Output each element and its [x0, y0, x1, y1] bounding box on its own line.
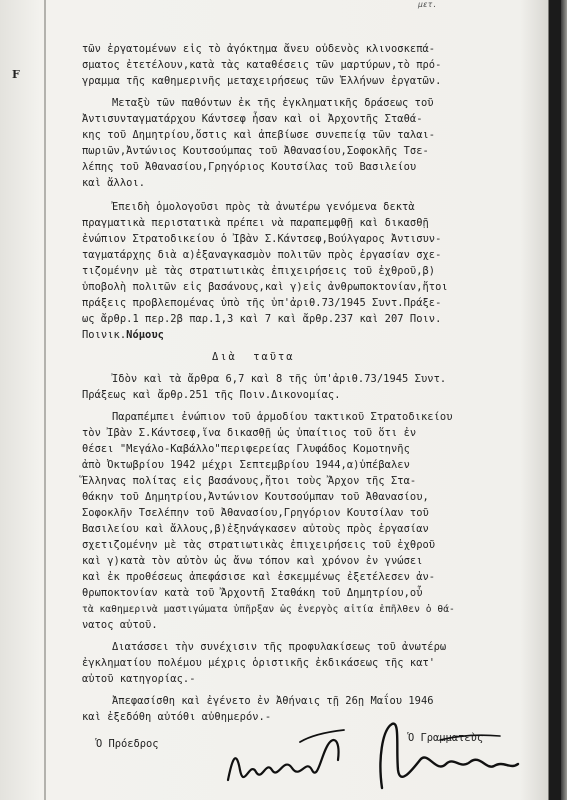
- text-line: Ἀπεφασίσθη καὶ ἐγένετο ἐν Ἀθήναις τῇ 26ῃ Μαΐου 1946: [112, 695, 434, 707]
- president-title: Ὁ Πρόεδρος: [96, 738, 159, 750]
- president-signature: [228, 740, 339, 780]
- top-corner-mark: μετ.: [418, 0, 438, 9]
- text-line: ταγματάρχης διὰ α)ἐξαναγκασμὸν πολιτῶν πρὸς ἐργασίαν σχε-: [82, 249, 442, 261]
- text-fragment: Ποινικ.: [82, 329, 127, 341]
- text-line: θέσει "Μεγάλο-Καβάλλο"περιφερείας Γλυφάδος Κομοτηνῆς: [82, 443, 410, 455]
- text-line: καὶ γ)κατὰ τὸν αὐτὸν ὡς ἄνω τόπον καὶ χρόνον ἐν γνώσει: [82, 555, 423, 567]
- text-line: Σοφοκλῆν Τσελέπην τοῦ Ἀθανασίου,Γρηγόριον Κουτσίλαν τοῦ: [82, 507, 429, 519]
- text-line: Ἀντισυνταγματάρχου Κάντσεφ ἦσαν καὶ οἱ Ἀρχοντῆς Σταθά-: [82, 113, 423, 125]
- text-line: ἀπὸ Ὀκτωβρίου 1942 μέχρι Σεπτεμβρίου 1944,α)ὑπέβαλεν: [82, 459, 410, 471]
- text-line: Ἐπειδὴ ὁμολογοῦσι πρὸς τὰ ἀνωτέρω γενόμενα δεκτὰ: [112, 201, 415, 213]
- text-line: πράξεις προβλεπομένας ὑπὸ τῆς ὑπ'ἀριθ.73/1945 Συντ.Πράξε-: [82, 297, 442, 309]
- bold-fragment: ς: [157, 329, 164, 341]
- secretary-title: Ὁ Γραμματεὺς: [408, 732, 484, 744]
- text-line: ὑποβολὴ πολιτῶν εἰς βασάνους,καὶ γ)εἰς ἀνθρωποκτονίαν,ἤτοι: [82, 281, 448, 293]
- text-line: τὸν Ἰβὰν Σ.Κάντσεφ,ἵνα δικασθῇ ὡς ὑπαίτιος τοῦ ὅτι ἐν: [82, 427, 417, 439]
- text-line: ως ἄρθρ.1 περ.2β παρ.1,3 καὶ 7 καὶ ἄρθρ.237 καὶ 207 Ποιν.: [82, 313, 442, 325]
- text-line: Παραπέμπει ἐνώπιον τοῦ ἁρμοδίου τακτικοῦ Στρατοδικείου: [112, 411, 453, 423]
- margin-mark: F: [12, 68, 20, 81]
- text-line: πωριῶν,Ἀντώνιος Κουτσούμπας τοῦ Ἀθανασίου,Σοφοκλῆς Τσε-: [82, 145, 429, 157]
- text-line: σματος ἐτετέλουν,κατὰ τὰς καταθέσεις τῶν μαρτύρων,τὸ πρό-: [82, 59, 442, 71]
- text-line: πραγματικὰ περιστατικὰ πρέπει νὰ παραπεμφθῇ καὶ δικασθῇ: [82, 217, 429, 229]
- text-line: θρωποκτονίαν κατὰ τοῦ Ἄρχοντῆ Σταθάκη τοῦ Δημητρίου,οὗ: [82, 587, 423, 599]
- bold-fragment: Νόμου: [126, 329, 158, 341]
- text-line: καὶ ἐκ προθέσεως ἀπεφάσισε καὶ ἐσκεμμένως ἐξετέλεσεν ἀν-: [82, 571, 436, 583]
- text-line: λέπης τοῦ Ἀθανασίου,Γρηγόριος Κουτσίλας τοῦ Βασιλείου: [82, 161, 417, 173]
- text-line: τιζομένην μὲ τὰς στρατιωτικὰς ἐπιχειρήσεις τοῦ ἐχθροῦ,β): [82, 265, 436, 277]
- text-line: καὶ ἄλλοι.: [82, 177, 146, 189]
- text-line: ἐνώπιον Στρατοδικείου ὁ Ἰβὰν Σ.Κάντσεφ,Βούλγαρος Ἀντισυν-: [82, 233, 442, 245]
- text-line: αὐτοῦ κατηγορίας.-: [82, 673, 196, 685]
- text-line: σχετιζομένην μὲ τὰς στρατιωτικὰς ἐπιχειρήσεις τοῦ ἐχθροῦ: [82, 539, 436, 551]
- text-line: Ἰδὸν καὶ τὰ ἄρθρα 6,7 καὶ 8 τῆς ὑπ'ἀριθ.73/1945 Συντ.: [112, 373, 447, 385]
- text-line: Μεταξὺ τῶν παθόντων ἐκ τῆς ἐγκληματικῆς δράσεως τοῦ: [112, 97, 434, 109]
- text-line: γραμμα τῆς καθημερινῆς μεταχειρήσεως τῶν Ἑλλήνων ἐργατῶν.: [82, 75, 442, 87]
- secretary-signature: [380, 724, 518, 788]
- text-line: ἐγκληματίου πολέμου μέχρις ὁριστικῆς ἐκδικάσεως τῆς κατ': [82, 657, 436, 669]
- text-line: τῶν ἐργατομένων εἰς τὸ ἀγόκτημα ἄνευ οὐδενὸς κλινοσκεπά-: [82, 43, 436, 55]
- text-line: τὰ καθημερινὰ μαστιγώματα ὑπῆρξαν ὡς ἐνεργὸς αἰτία ἐπῆλθεν ὁ θά-: [82, 604, 455, 615]
- text-line: νατος αὐτοῦ.: [82, 619, 158, 631]
- section-heading: Διὰ ταῦτα: [212, 351, 295, 363]
- text-line: Ἕλληνας πολίτας εἰς βασάνους,ἤτοι τοὺς Ἄρχον τῆς Στα-: [82, 475, 417, 487]
- text-line: κης τοῦ Δημητρίου,ὅστις καὶ ἀπεβίωσε συνεπείᾳ τῶν ταλαι-: [82, 129, 436, 141]
- text-line: Διατάσσει τὴν συνέχισιν τῆς προφυλακίσεως τοῦ ἀνωτέρω: [112, 641, 447, 653]
- text-line: Πράξεως καὶ ἄρθρ.251 τῆς Ποιν.Δικονομίας.: [82, 389, 341, 401]
- text-line: θάκην τοῦ Δημητρίου,Ἀντώνιον Κουτσούμπαν τοῦ Ἀθανασίου,: [82, 491, 429, 503]
- text-line: Βασιλείου καὶ ἄλλους,β)ἐξηνάγκασεν αὐτοὺς πρὸς ἐργασίαν: [82, 523, 429, 535]
- text-line: καὶ ἐξεδόθη αὐτόθι αὐθημερόν.-: [82, 711, 272, 723]
